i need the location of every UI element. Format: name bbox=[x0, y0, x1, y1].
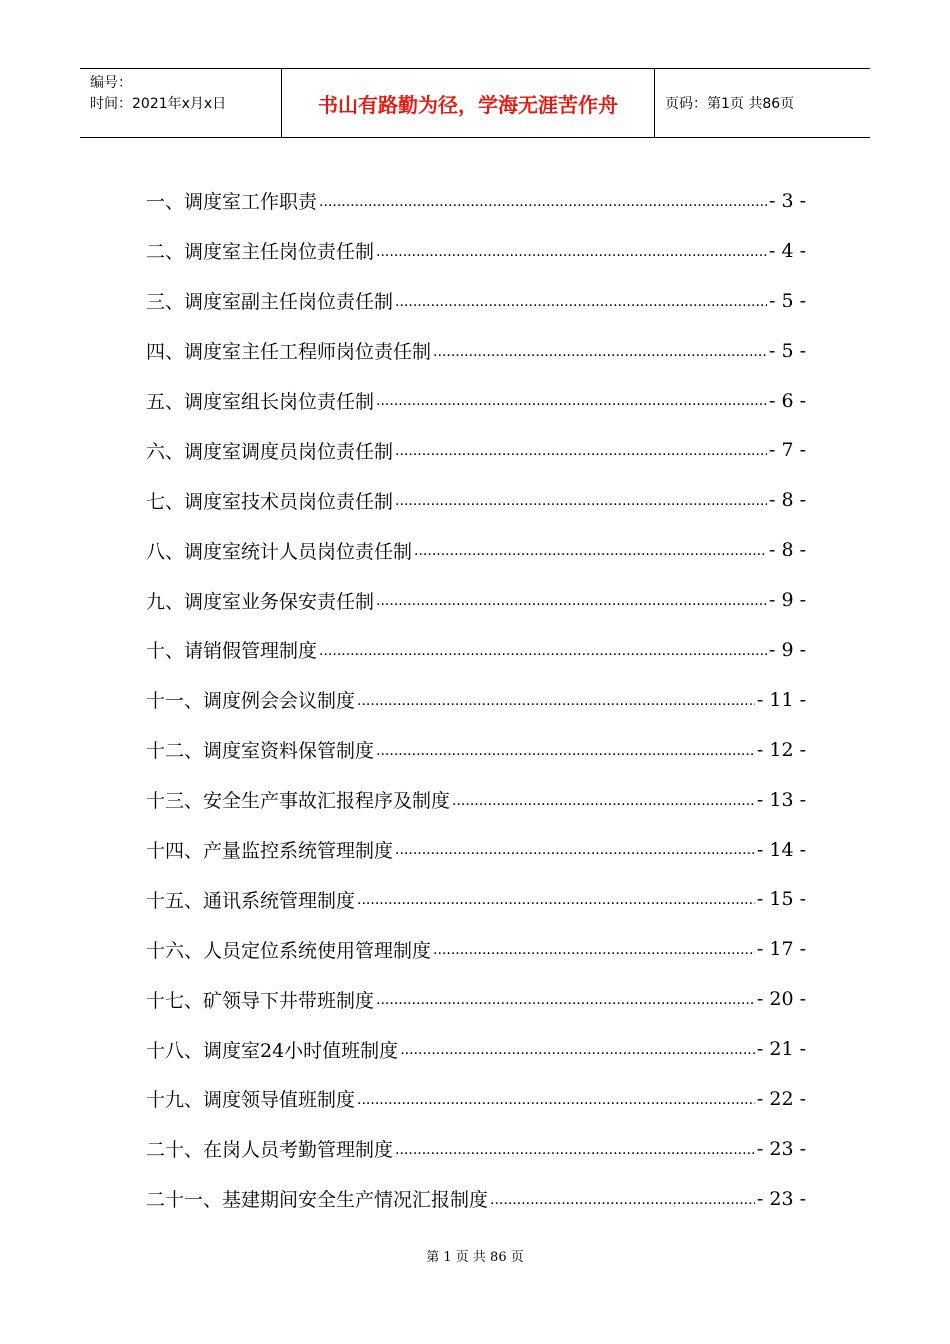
time-label: 时间：2021年x月x日 bbox=[90, 96, 227, 112]
toc-title: 十八、调度室24小时值班制度 bbox=[146, 1039, 399, 1062]
toc-title: 七、调度室技术员岗位责任制 bbox=[146, 490, 394, 513]
toc-entry[interactable] bbox=[146, 1074, 806, 1124]
toc-title: 五、调度室组长岗位责任制 bbox=[146, 391, 375, 413]
toc-leader bbox=[452, 793, 755, 825]
toc-leader bbox=[319, 194, 767, 226]
toc-leader bbox=[376, 244, 767, 276]
toc-title: 十、请销假管理制度 bbox=[146, 640, 318, 663]
toc-title: 十五、通讯系统管理制度 bbox=[146, 889, 356, 912]
toc-entry[interactable] bbox=[146, 326, 806, 376]
toc-page: - 8 - bbox=[768, 539, 806, 562]
toc-leader bbox=[395, 842, 755, 874]
page-header bbox=[80, 68, 870, 138]
header-meta-cell bbox=[80, 69, 282, 137]
toc-entry[interactable] bbox=[146, 475, 806, 525]
toc-page: - 11 - bbox=[756, 688, 806, 711]
toc-title: 二、调度室主任岗位责任制 bbox=[146, 241, 375, 264]
toc-leader bbox=[400, 1042, 755, 1074]
toc-leader bbox=[319, 643, 767, 675]
page-footer: 第 1 页 共 86 页 bbox=[426, 1250, 524, 1265]
toc-title: 十六、人员定位系统使用管理制度 bbox=[146, 939, 432, 962]
toc-page: - 9 - bbox=[768, 589, 806, 612]
toc-entry[interactable] bbox=[146, 575, 806, 625]
toc-page: - 5 - bbox=[768, 289, 806, 312]
toc-entry[interactable] bbox=[146, 425, 806, 475]
toc-leader bbox=[395, 294, 767, 326]
toc-leader bbox=[376, 393, 767, 425]
toc-entry[interactable] bbox=[146, 376, 806, 426]
toc-leader bbox=[395, 493, 767, 525]
toc-entry[interactable] bbox=[146, 974, 806, 1024]
toc-entry[interactable] bbox=[146, 675, 806, 725]
toc-entry[interactable] bbox=[146, 1024, 806, 1074]
toc-entry[interactable] bbox=[146, 525, 806, 575]
toc-entry[interactable] bbox=[146, 725, 806, 775]
toc-title: 十九、调度领导值班制度 bbox=[146, 1089, 356, 1112]
toc-title: 十二、调度室资料保管制度 bbox=[146, 740, 375, 763]
toc-entry[interactable] bbox=[146, 825, 806, 875]
toc-title: 六、调度室调度员岗位责任制 bbox=[146, 440, 394, 463]
toc-title: 十一、调度例会会议制度 bbox=[146, 690, 356, 713]
toc-title: 二十、在岗人员考勤管理制度 bbox=[146, 1139, 394, 1162]
toc-page: - 5 - bbox=[768, 339, 806, 362]
toc-page: - 15 - bbox=[756, 888, 806, 911]
toc-leader bbox=[357, 693, 755, 725]
toc-title: 九、调度室业务保安责任制 bbox=[146, 590, 375, 613]
toc-page: - 13 - bbox=[756, 788, 806, 811]
toc-page: - 21 - bbox=[756, 1038, 806, 1061]
toc-leader bbox=[357, 1092, 755, 1124]
toc-entry[interactable] bbox=[146, 226, 806, 276]
toc-leader bbox=[395, 443, 767, 475]
number-label: 编号： bbox=[90, 75, 132, 91]
toc-page: - 14 - bbox=[756, 838, 806, 861]
toc-page: - 4 - bbox=[768, 239, 806, 262]
toc-page: - 22 - bbox=[756, 1087, 806, 1110]
toc-entry[interactable] bbox=[146, 924, 806, 974]
toc-entry[interactable] bbox=[146, 1124, 806, 1174]
toc-title: 八、调度室统计人员岗位责任制 bbox=[146, 540, 413, 563]
toc-page: - 8 - bbox=[768, 489, 806, 512]
table-of-contents bbox=[146, 176, 806, 1224]
toc-leader bbox=[395, 1142, 755, 1174]
toc-title: 二十一、基建期间安全生产情况汇报制度 bbox=[146, 1189, 489, 1212]
toc-page: - 23 - bbox=[756, 1187, 806, 1210]
toc-page: - 23 - bbox=[756, 1137, 806, 1160]
toc-page: - 20 - bbox=[756, 988, 806, 1011]
toc-page: - 17 - bbox=[756, 938, 806, 961]
toc-title: 一、调度室工作职责 bbox=[146, 191, 318, 214]
toc-leader bbox=[376, 593, 767, 625]
toc-leader bbox=[433, 344, 767, 376]
toc-entry[interactable] bbox=[146, 276, 806, 326]
toc-page: - 6 - bbox=[768, 389, 806, 412]
toc-title: 十七、矿领导下井带班制度 bbox=[146, 989, 375, 1012]
toc-title: 三、调度室副主任岗位责任制 bbox=[146, 291, 394, 314]
toc-title: 十三、安全生产事故汇报程序及制度 bbox=[146, 790, 451, 813]
toc-page: - 3 - bbox=[768, 189, 806, 212]
toc-entry[interactable] bbox=[146, 625, 806, 675]
toc-entry[interactable] bbox=[146, 176, 806, 226]
header-motto: 书山有路勤为径，学海无涯苦作舟 bbox=[282, 69, 655, 137]
toc-leader bbox=[376, 743, 755, 775]
toc-title: 四、调度室主任工程师岗位责任制 bbox=[146, 341, 432, 364]
toc-entry[interactable] bbox=[146, 775, 806, 825]
toc-page: - 7 - bbox=[768, 439, 806, 462]
toc-entry[interactable] bbox=[146, 1174, 806, 1224]
toc-page: - 9 - bbox=[768, 638, 806, 661]
toc-leader bbox=[490, 1192, 755, 1224]
toc-page: - 12 - bbox=[756, 738, 806, 761]
toc-leader bbox=[357, 892, 755, 924]
toc-leader bbox=[433, 942, 755, 974]
toc-title: 十四、产量监控系统管理制度 bbox=[146, 840, 394, 863]
toc-entry[interactable] bbox=[146, 874, 806, 924]
toc-leader bbox=[414, 543, 767, 575]
header-page-info: 页码：第1页 共86页 bbox=[665, 96, 795, 112]
toc-leader bbox=[376, 992, 755, 1024]
